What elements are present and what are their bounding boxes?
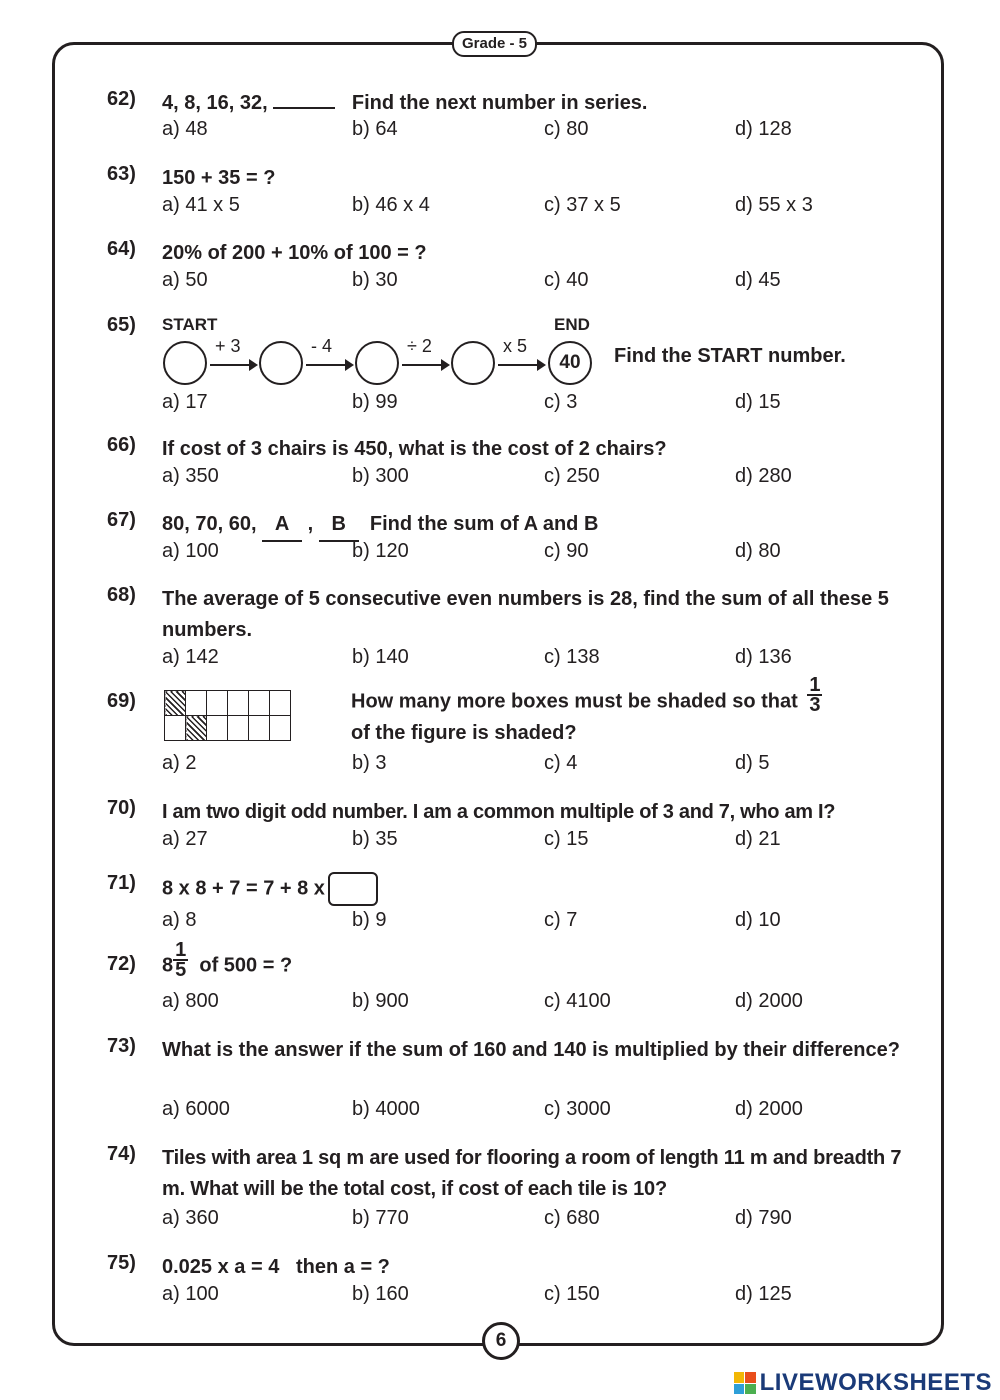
question-number: 75) xyxy=(107,1252,136,1274)
option-d[interactable]: d) 2000 xyxy=(735,1098,803,1120)
grid-cell[interactable] xyxy=(165,716,186,741)
start-label: START xyxy=(162,315,218,334)
option-d[interactable]: d) 45 xyxy=(735,269,781,291)
option-d[interactable]: d) 5 xyxy=(735,752,770,774)
grid-cell[interactable] xyxy=(270,716,291,741)
operation-label: x 5 xyxy=(503,336,528,356)
option-c[interactable]: c) 90 xyxy=(544,540,589,562)
brand-text: LIVEWORKSHEETS xyxy=(759,1369,992,1396)
grid-cell[interactable] xyxy=(228,716,249,741)
question-69 xyxy=(107,674,927,780)
arrow-icon xyxy=(210,364,256,366)
option-b[interactable]: b) 46 x 4 xyxy=(352,194,430,216)
operation-label: - 4 xyxy=(311,336,333,356)
question-number: 62) xyxy=(107,88,136,110)
option-b[interactable]: b) 3 xyxy=(352,752,387,774)
question-number: 64) xyxy=(107,238,136,260)
arrow-icon xyxy=(402,364,448,366)
grid-cell[interactable] xyxy=(249,691,270,716)
question-number: 74) xyxy=(107,1143,136,1165)
question-text: 8 $\frac{1}{5}$ of 500 = ? xyxy=(162,939,293,981)
arrow-icon xyxy=(306,364,352,366)
option-c[interactable]: c) 40 xyxy=(544,269,589,291)
question-text: I am two digit odd number. I am a common multiple of 3 and 7, who am I? xyxy=(162,801,836,823)
question-text: The average of 5 consecutive even numbers is 28, find the sum of all these 5 numbers. xyxy=(162,588,889,641)
arrow-icon xyxy=(498,364,544,366)
question-65 xyxy=(107,314,927,424)
option-a[interactable]: a) 50 xyxy=(162,269,208,291)
option-b[interactable]: b) 4000 xyxy=(352,1098,420,1120)
option-d[interactable]: d) 128 xyxy=(735,118,792,140)
question-text: How many more boxes must be shaded so that $\frac{1}{3}$ xyxy=(351,674,821,716)
option-c[interactable]: c) 680 xyxy=(544,1207,600,1229)
question-text: Tiles with area 1 sq m are used for flooring a room of length 11 m and breadth 7 m. What will be the total cost, if cost of each tile is 10? xyxy=(162,1147,902,1200)
page-number: 6 xyxy=(482,1322,520,1360)
grid-cell[interactable] xyxy=(249,716,270,741)
option-b[interactable]: b) 900 xyxy=(352,990,409,1012)
grid-cell[interactable] xyxy=(228,691,249,716)
option-b[interactable]: b) 30 xyxy=(352,269,398,291)
option-a[interactable]: a) 2 xyxy=(162,752,197,774)
question-number: 67) xyxy=(107,509,136,531)
option-b[interactable]: b) 160 xyxy=(352,1283,409,1305)
question-number: 70) xyxy=(107,797,136,819)
option-d[interactable]: d) 15 xyxy=(735,391,781,413)
option-a[interactable]: a) 41 x 5 xyxy=(162,194,240,216)
option-b[interactable]: b) 300 xyxy=(352,465,409,487)
grid-cell[interactable] xyxy=(270,691,291,716)
option-d[interactable]: d) 280 xyxy=(735,465,792,487)
option-c[interactable]: c) 7 xyxy=(544,909,578,931)
option-d[interactable]: d) 125 xyxy=(735,1283,792,1305)
option-d[interactable]: d) 790 xyxy=(735,1207,792,1229)
option-a[interactable]: a) 100 xyxy=(162,1283,219,1305)
grid-cell[interactable] xyxy=(207,691,228,716)
grid-cell-shaded[interactable] xyxy=(186,716,207,741)
option-d[interactable]: d) 55 x 3 xyxy=(735,194,813,216)
fraction: $\frac{1}{5}$ xyxy=(175,939,187,981)
blank-a[interactable]: A xyxy=(262,509,302,542)
question-number: 71) xyxy=(107,872,136,894)
option-a[interactable]: a) 142 xyxy=(162,646,219,668)
liveworksheets-icon xyxy=(734,1372,756,1394)
step-circle[interactable] xyxy=(355,341,399,385)
option-a[interactable]: a) 48 xyxy=(162,118,208,140)
option-a[interactable]: a) 360 xyxy=(162,1207,219,1229)
option-a[interactable]: a) 100 xyxy=(162,540,219,562)
end-circle: 40 xyxy=(548,341,592,385)
option-a[interactable]: a) 350 xyxy=(162,465,219,487)
fraction: $\frac{1}{3}$ xyxy=(809,674,821,716)
option-d[interactable]: d) 21 xyxy=(735,828,781,850)
option-c[interactable]: c) 3 xyxy=(544,391,578,413)
question-number: 68) xyxy=(107,584,136,606)
step-circle[interactable] xyxy=(451,341,495,385)
option-b[interactable]: b) 140 xyxy=(352,646,409,668)
question-text: 0.025 x a = 4 then a = ? xyxy=(162,1256,390,1278)
option-d[interactable]: d) 136 xyxy=(735,646,792,668)
end-label: END xyxy=(554,315,590,334)
operation-label: ÷ 2 xyxy=(407,336,432,356)
option-c[interactable]: c) 4100 xyxy=(544,990,611,1012)
grid-cell[interactable] xyxy=(207,716,228,741)
fraction-grid[interactable] xyxy=(164,690,291,741)
option-a[interactable]: a) 6000 xyxy=(162,1098,230,1120)
option-d[interactable]: d) 2000 xyxy=(735,990,803,1012)
option-c[interactable]: c) 80 xyxy=(544,118,589,140)
option-b[interactable]: b) 35 xyxy=(352,828,398,850)
question-text: Find the START number. xyxy=(614,345,846,367)
question-text: What is the answer if the sum of 160 and 140 is multiplied by their difference? xyxy=(162,1039,900,1061)
question-text: 4, 8, 16, 32, Find the next number in series. xyxy=(162,88,648,119)
option-b[interactable]: b) 64 xyxy=(352,118,398,140)
option-a[interactable]: a) 17 xyxy=(162,391,208,413)
liveworksheets-logo xyxy=(734,1370,992,1396)
operation-label: + 3 xyxy=(215,336,241,356)
answer-box[interactable] xyxy=(328,872,378,906)
question-number: 69) xyxy=(107,690,136,712)
option-b[interactable]: b) 770 xyxy=(352,1207,409,1229)
option-a[interactable]: a) 800 xyxy=(162,990,219,1012)
answer-blank[interactable] xyxy=(273,89,335,109)
option-d[interactable]: d) 10 xyxy=(735,909,781,931)
question-number: 72) xyxy=(107,953,136,975)
option-c[interactable]: c) 250 xyxy=(544,465,600,487)
question-text: 20% of 200 + 10% of 100 = ? xyxy=(162,242,427,264)
question-text: If cost of 3 chairs is 450, what is the cost of 2 chairs? xyxy=(162,438,667,460)
question-text: 150 + 35 = ? xyxy=(162,167,276,189)
option-c[interactable]: c) 3000 xyxy=(544,1098,611,1120)
question-number: 66) xyxy=(107,434,136,456)
option-b[interactable]: b) 9 xyxy=(352,909,387,931)
option-b[interactable]: b) 120 xyxy=(352,540,409,562)
question-number: 63) xyxy=(107,163,136,185)
question-number: 73) xyxy=(107,1035,136,1057)
option-c[interactable]: c) 150 xyxy=(544,1283,600,1305)
grid-cell-shaded[interactable] xyxy=(165,691,186,716)
step-circle[interactable] xyxy=(259,341,303,385)
grid-cell[interactable] xyxy=(186,691,207,716)
question-text: 8 x 8 + 7 = 7 + 8 x xyxy=(162,872,378,906)
option-d[interactable]: d) 80 xyxy=(735,540,781,562)
option-a[interactable]: a) 27 xyxy=(162,828,208,850)
option-c[interactable]: c) 37 x 5 xyxy=(544,194,621,216)
blank-b[interactable]: B xyxy=(319,509,359,542)
option-c[interactable]: c) 15 xyxy=(544,828,589,850)
option-b[interactable]: b) 99 xyxy=(352,391,398,413)
grade-label: Grade - 5 xyxy=(452,31,537,57)
question-text: 80, 70, 60, A , B Find the sum of A and B xyxy=(162,509,598,542)
option-c[interactable]: c) 138 xyxy=(544,646,600,668)
start-circle[interactable] xyxy=(163,341,207,385)
option-a[interactable]: a) 8 xyxy=(162,909,197,931)
question-number: 65) xyxy=(107,314,136,336)
option-c[interactable]: c) 4 xyxy=(544,752,578,774)
question-text-line2: of the figure is shaded? xyxy=(351,722,577,744)
